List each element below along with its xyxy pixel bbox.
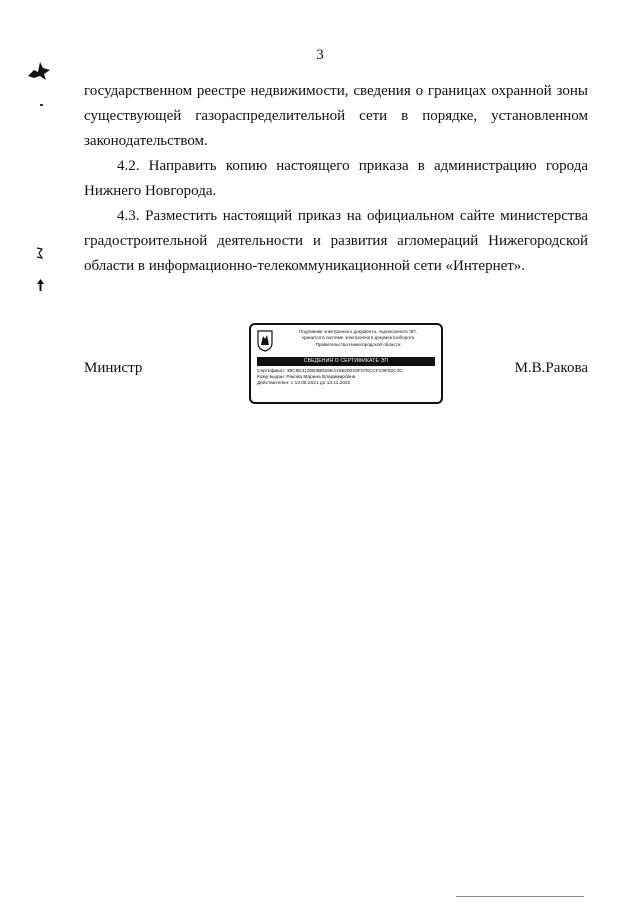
paragraph-continuation: государственном реестре недвижимости, сведения о границах охранной зоны существующей газораспределительной сети в порядке, установленном законодательством. bbox=[84, 83, 588, 149]
stamp-details bbox=[257, 369, 439, 388]
stamp-header bbox=[276, 329, 440, 348]
scan-artifact-mark bbox=[36, 278, 45, 292]
electronic-signature-stamp bbox=[249, 323, 443, 404]
paragraph-4-3: 4.3. Разместить настоящий приказ на официальном сайте министерства градостроительной деятельности и развития агломераций Нижегородской области в информационно-телекоммуникационной сети «Интернет». bbox=[84, 208, 588, 274]
page-number: 3 bbox=[316, 47, 324, 63]
signer-position: Министр bbox=[84, 360, 143, 376]
signer-name: М.В.Ракова bbox=[514, 360, 588, 376]
certificate-number: Сертификат: 39C8E4130B3BE59EA1852003SF075CCFC9F92C3C bbox=[257, 369, 403, 374]
scan-artifact-dot bbox=[40, 104, 43, 106]
document-body bbox=[84, 79, 588, 279]
certificate-owner: Кому выдан: Ракова Марина Владимировна bbox=[257, 375, 356, 381]
footer-rule bbox=[456, 896, 584, 897]
scan-artifact-mark bbox=[26, 56, 54, 84]
stamp-header-line: Правительства Нижегородской области bbox=[315, 341, 401, 347]
stamp-header-line: Подлинник электронного документа, подписанного ЭП, bbox=[299, 329, 417, 334]
certificate-validity: Действителен: с 13.08.2021 до 13.11.2022 bbox=[257, 381, 351, 387]
stamp-header-line: хранится в системе электронного документооборота bbox=[301, 335, 415, 341]
coat-of-arms-icon bbox=[257, 330, 273, 352]
scan-artifact-mark bbox=[36, 246, 44, 260]
stamp-title: СВЕДЕНИЯ О СЕРТИФИКАТЕ ЭП bbox=[257, 357, 435, 366]
paragraph-4-2: 4.2. Направить копию настоящего приказа в администрацию города Нижнего Новгорода. bbox=[84, 158, 588, 199]
